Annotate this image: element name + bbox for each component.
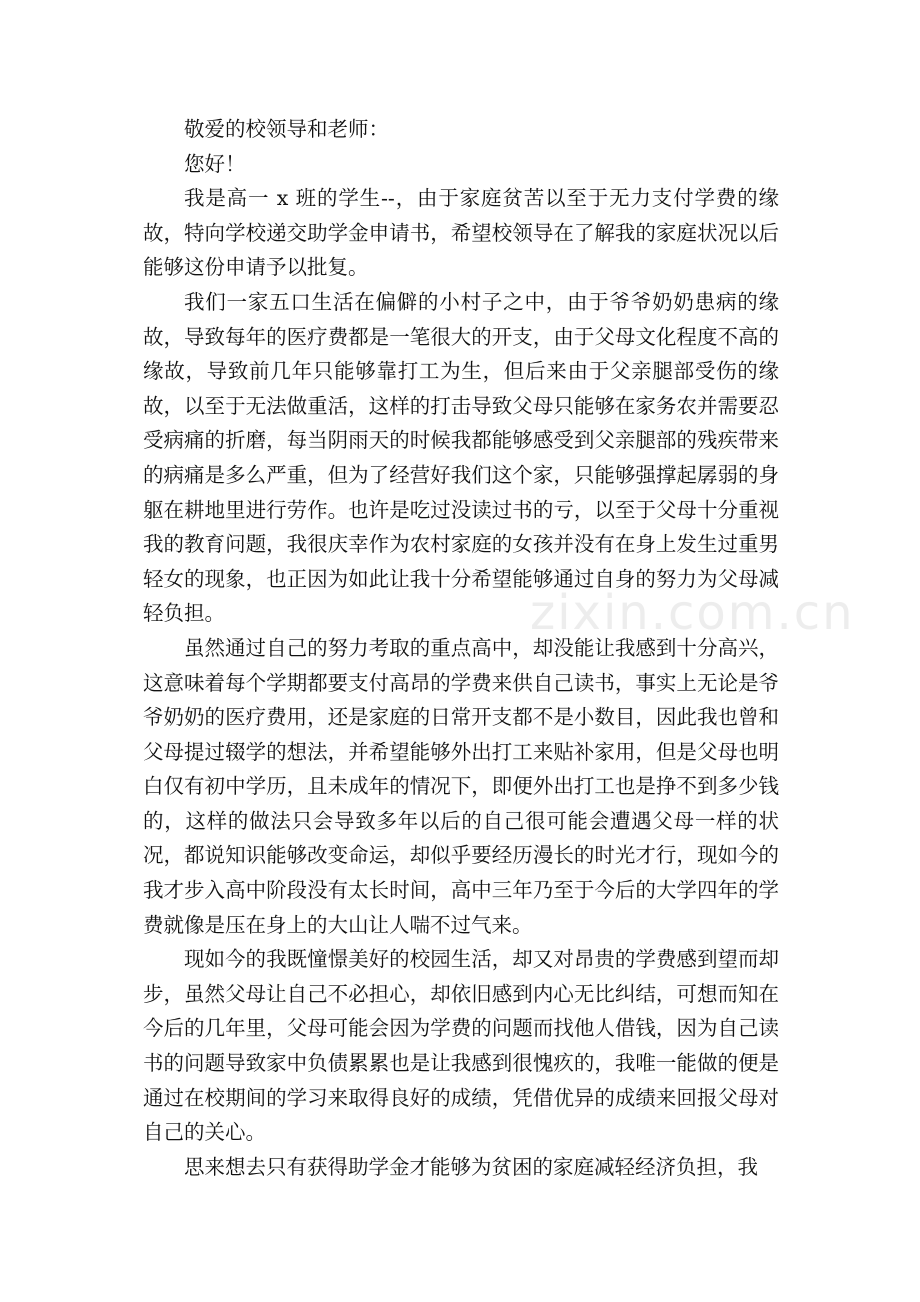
paragraph-4: 现如今的我既憧憬美好的校园生活，却又对昂贵的学费感到望而却步，虽然父母让自己不必担心，却依旧感到内心无比纠结，可想而知在今后的几年里，父母可能会因为学费的问题而找他人借钱，因为自己读书的问题导致家中负债累累也是让我感到很愧疚的，我唯一能做的便是通过在校期间的学习来取得良好的成绩，凭借优异的成绩来回报父母对自己的关心。 <box>143 947 779 1145</box>
letter-body <box>143 112 779 1184</box>
paragraph-2: 我们一家五口生活在偏僻的小村子之中，由于爷爷奶奶患病的缘故，导致每年的医疗费都是一笔很大的开支，由于父母文化程度不高的缘故，导致前几年只能够靠打工为生，但后来由于父亲腿部受伤的缘故，以至于无法做重活，这样的打击导致父母只能够在家务农并需要忍受病痛的折磨，每当阴雨天的时候我都能够感受到父亲腿部的残疾带来的病痛是多么严重，但为了经营好我们这个家，只能够强撑起孱弱的身躯在耕地里进行劳作。也许是吃过没读过书的亏，以至于父母十分重视我的教育问题，我很庆幸作为农村家庭的女孩并没有在身上发生过重男轻女的现象，也正因为如此让我十分希望能够通过自身的努力为父母减轻负担。 <box>143 289 779 626</box>
paragraph-1: 我是高一 x 班的学生--，由于家庭贫苦以至于无力支付学费的缘故，特向学校递交助学金申请书，希望校领导在了解我的家庭状况以后能够这份申请予以批复。 <box>143 186 779 280</box>
greeting: 您好！ <box>184 151 246 176</box>
paragraph-5: 思来想去只有获得助学金才能够为贫困的家庭减轻经济负担，我 <box>184 1154 758 1179</box>
salutation: 敬爱的校领导和老师： <box>184 117 389 141</box>
paragraph-3: 虽然通过自己的努力考取的重点高中，却没能让我感到十分高兴，这意味着每个学期都要支付高昂的学费来供自己读书，事实上无论是爷爷奶奶的医疗费用，还是家庭的日常开支都不是小数目，因此我也曾和父母提过辍学的想法，并希望能够外出打工来贴补家用，但是父母也明白仅有初中学历，且未成年的情况下，即便外出打工也是挣不到多少钱的，这样的做法只会导致多年以后的自己很可能会遭遇父母一样的状况，都说知识能够改变命运，却似乎要经历漫长的时光才行，现如今的我才步入高中阶段没有太长时间，高中三年乃至于今后的大学四年的学费就像是压在身上的大山让人喘不过气来。 <box>143 635 779 937</box>
watermark: zixin.com.cn <box>530 585 855 641</box>
